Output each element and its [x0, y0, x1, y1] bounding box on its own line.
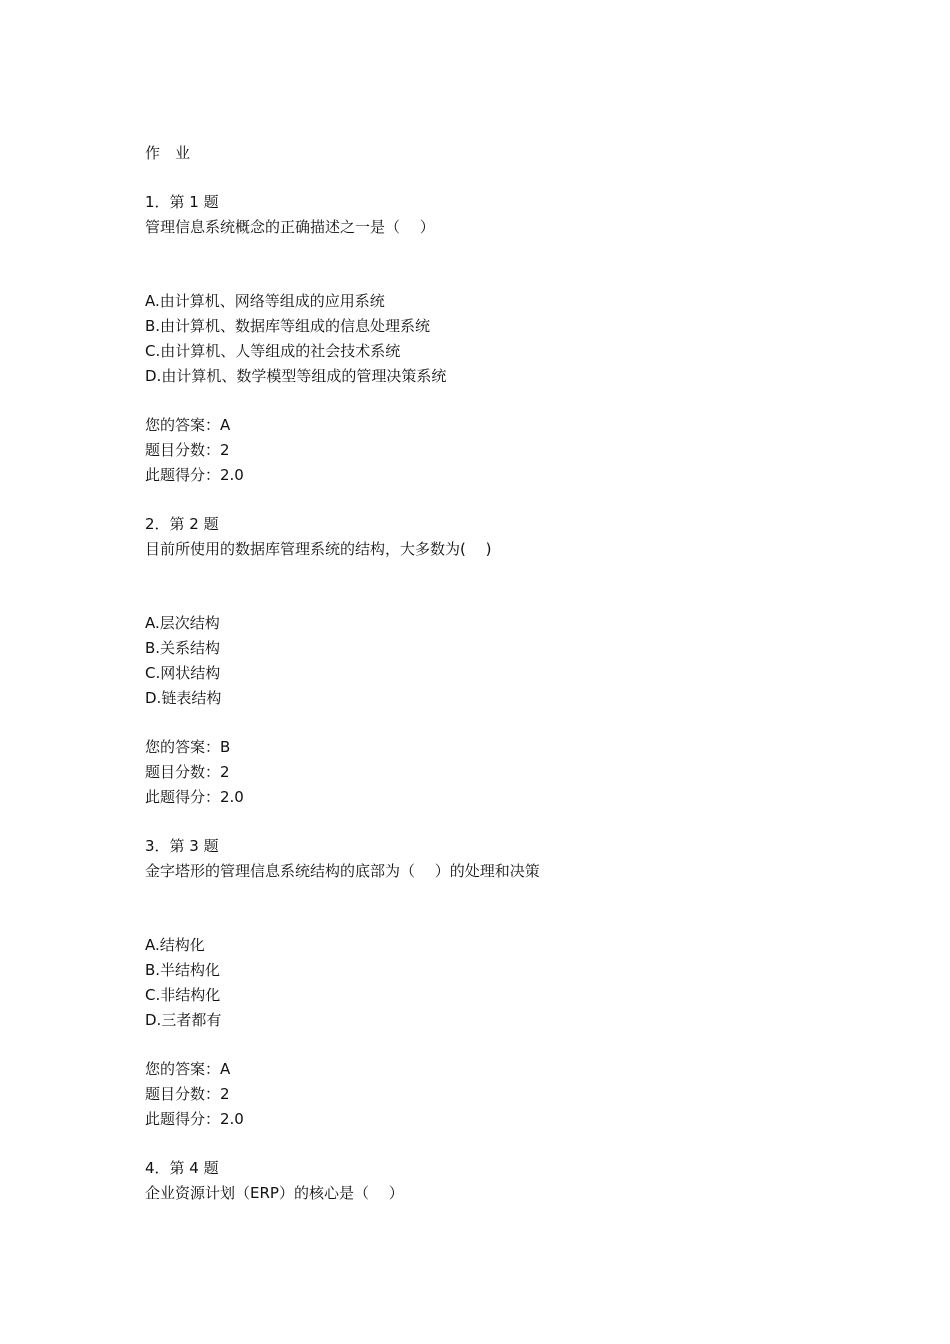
question-1: [145, 190, 845, 488]
question-text: 管理信息系统概念的正确描述之一是（ ）: [145, 218, 435, 236]
option-c: C.网状结构: [145, 664, 221, 682]
question-3: [145, 834, 845, 1132]
spacer: [145, 166, 845, 190]
document-title: 作 业: [145, 144, 191, 162]
option-d: D.三者都有: [145, 1011, 222, 1029]
spacer: [145, 711, 845, 735]
question-number: 4．第 4 题: [145, 1159, 219, 1177]
question-number: 1．第 1 题: [145, 193, 219, 211]
question-score: 此题得分：2.0: [145, 1110, 244, 1128]
option-d: D.链表结构: [145, 689, 222, 707]
document-page: [145, 141, 845, 1206]
your-answer: 您的答案：A: [145, 1060, 231, 1078]
option-b: B.由计算机、数据库等组成的信息处理系统: [145, 317, 431, 335]
question-text: 目前所使用的数据库管理系统的结构，大多数为( ): [145, 540, 492, 558]
option-b: B.关系结构: [145, 639, 221, 657]
spacer: [145, 1033, 845, 1057]
spacer: [145, 884, 845, 933]
option-b: B.半结构化: [145, 961, 221, 979]
question-points: 题目分数：2: [145, 763, 230, 781]
question-points: 题目分数：2: [145, 1085, 230, 1103]
question-4: [145, 1156, 845, 1206]
your-answer: 您的答案：B: [145, 738, 231, 756]
question-number: 2．第 2 题: [145, 515, 219, 533]
option-a: A.由计算机、网络等组成的应用系统: [145, 292, 385, 310]
option-d: D.由计算机、数学模型等组成的管理决策系统: [145, 367, 447, 385]
spacer: [145, 1132, 845, 1156]
spacer: [145, 389, 845, 413]
your-answer: 您的答案：A: [145, 416, 231, 434]
question-score: 此题得分：2.0: [145, 788, 244, 806]
option-a: A.层次结构: [145, 614, 220, 632]
spacer: [145, 562, 845, 611]
question-points: 题目分数：2: [145, 441, 230, 459]
option-a: A.结构化: [145, 936, 205, 954]
question-number: 3．第 3 题: [145, 837, 219, 855]
spacer: [145, 810, 845, 834]
spacer: [145, 240, 845, 289]
option-c: C.由计算机、人等组成的社会技术系统: [145, 342, 401, 360]
question-score: 此题得分：2.0: [145, 466, 244, 484]
option-c: C.非结构化: [145, 986, 221, 1004]
question-text: 企业资源计划（ERP）的核心是（ ）: [145, 1184, 404, 1202]
question-2: [145, 512, 845, 810]
question-text: 金字塔形的管理信息系统结构的底部为（ ）的处理和决策: [145, 862, 540, 880]
spacer: [145, 488, 845, 512]
